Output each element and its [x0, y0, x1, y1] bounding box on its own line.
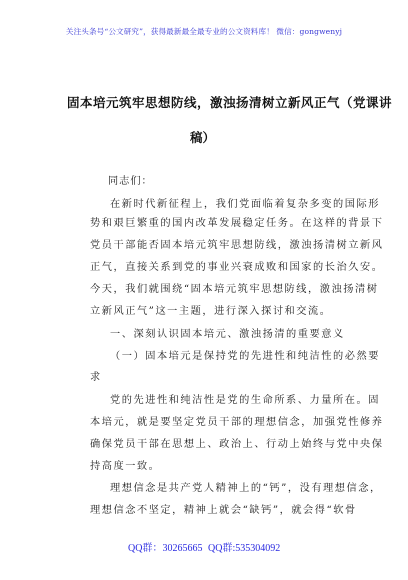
body-line: 理想信念是共产党人精神上的“钙”，没有理想信念，: [110, 483, 382, 494]
body-line: 立新风正气”这一主题，进行深入探讨和交流。: [90, 306, 332, 317]
body-line: 确保党员干部在思想上、政治上、行动上始终与党中央保: [90, 439, 384, 450]
body-line: 求: [90, 372, 102, 383]
body-line: 本培元，就是要坚定党员干部的理想信念，加强党性修养: [90, 417, 384, 428]
footer: [0, 539, 408, 553]
body-line: 党员干部能否固本培元筑牢思想防线，激浊扬清树立新风: [90, 240, 384, 251]
footer-qq-group-1: QQ群：30265665: [128, 543, 203, 554]
section-heading: 一、深刻认识固本培元、激浊扬清的重要意义: [110, 329, 345, 340]
body-line: 党的先进性和纯洁性是党的生命所系、力量所在。固: [110, 395, 380, 406]
body-line: 今天，我们就围绕“固本培元筑牢思想防线，激浊扬清树: [90, 284, 379, 295]
salutation: 同志们：: [108, 176, 153, 187]
footer-qq-group-2: QQ群:535304092: [208, 543, 281, 554]
body-line: 在新时代新征程上，我们党面临着复杂多变的国际形: [110, 199, 380, 210]
header-note: 关注头条号“公文研究”，获得最新最全最专业的公文资料库！ 微信：gongwenyj: [65, 27, 343, 36]
body-line: 势和艰巨繁重的国内改革发展稳定任务。在这样的背景下: [90, 218, 384, 229]
document-title-line-1: 固本培元筑牢思想防线，激浊扬清树立新风正气（党课讲: [67, 95, 393, 110]
body-line: 理想信念不坚定，精神上就会“缺钙”，就会得“软骨: [90, 505, 357, 516]
body-line: 持高度一致。: [90, 461, 161, 472]
document-title-line-2: 稿）: [190, 130, 216, 145]
body-line: 正气，直接关系到党的事业兴衰成败和国家的长治久安。: [90, 262, 384, 273]
subsection-heading: （一）固本培元是保持党的先进性和纯洁性的必然要: [110, 351, 380, 362]
